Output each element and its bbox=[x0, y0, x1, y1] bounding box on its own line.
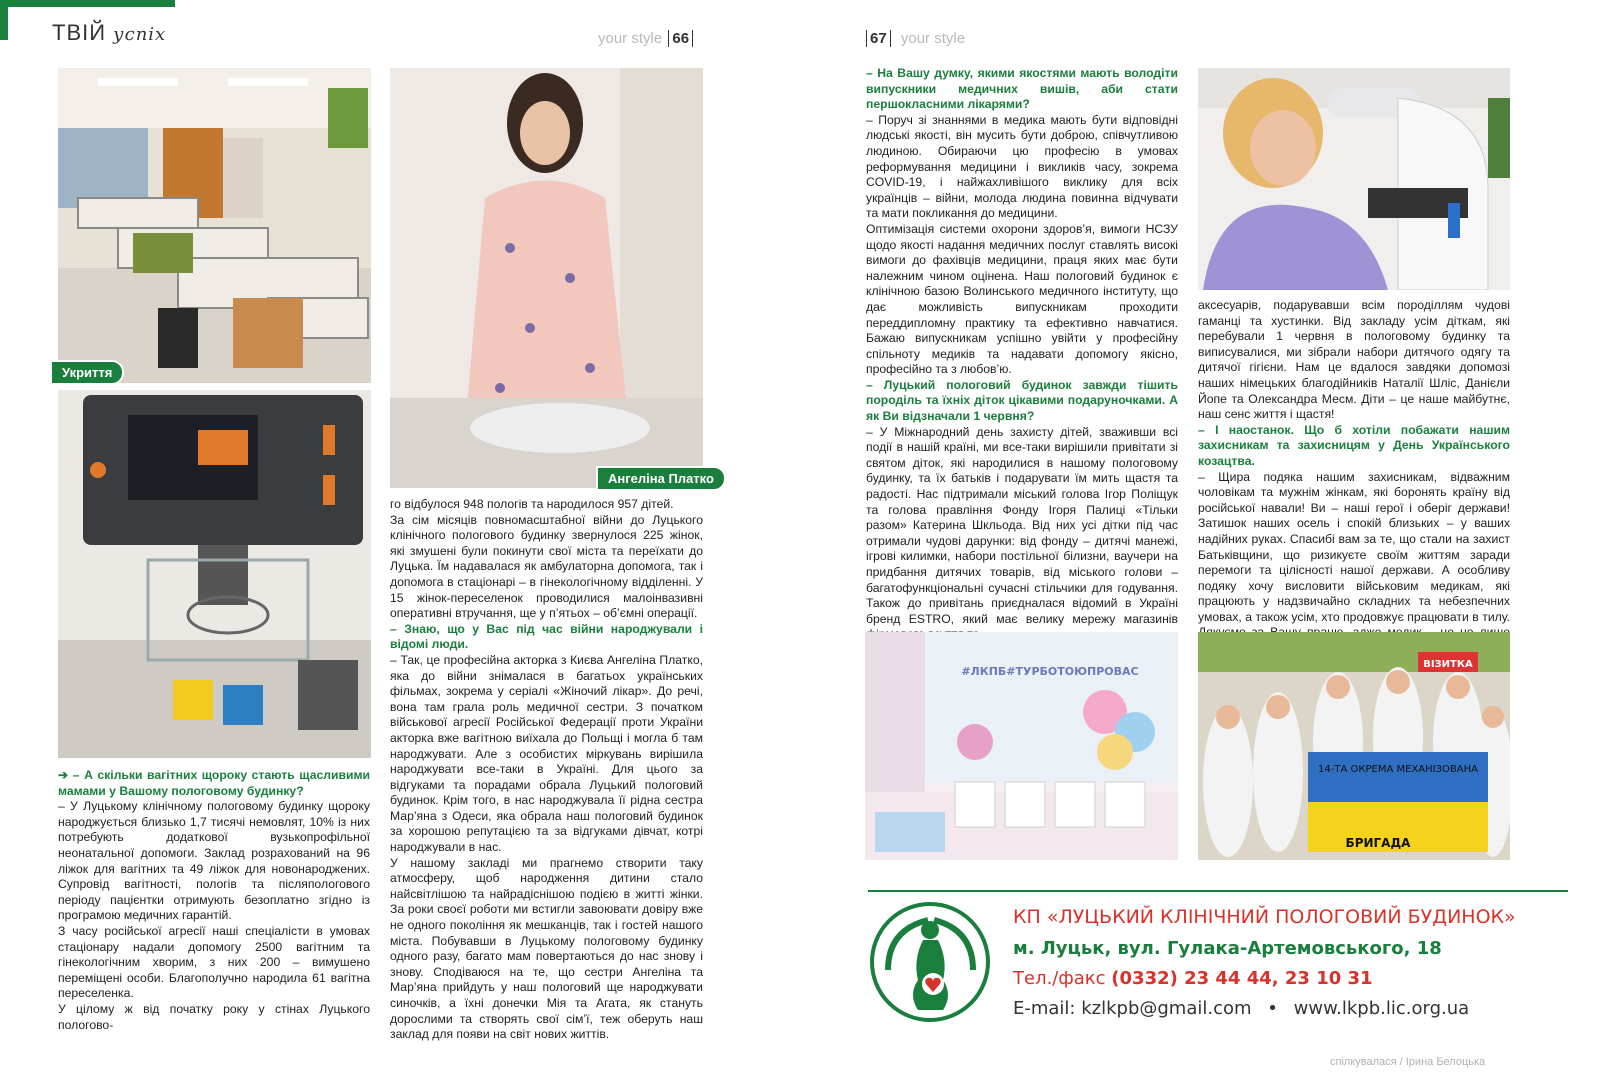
sign-text: ВІЗИТКА bbox=[1423, 659, 1473, 670]
paragraph: – Так, це професійна акторка з Києва Ангеліна Платко, яка до війни знімалася в багатьох українських фільмах, зокрема у серіалі «Жіночий лікар». До речі, вона там грала роль медичної сестри. З початком військової агресії Російської Федерації проти України акторка вже вагітною виїхала до Польщі і могла б там народжувати. Але з особистих міркувань вирішила народжувати все-таки в Україні. Для цього за відгуками та порадами обрала Луцький пологовий будинок. Крім того, в нас народжувала її рідна сестра Мар’яна з Одеси, яка обрала наш пологовий будинок за хорошою репутацією та за відгуками дівчат, котрі народжували в нас. bbox=[390, 652, 703, 855]
paragraph: – У Луцькому клінічному пологовому будинку щороку народжується близько 1,7 тисячі немовлят, 10% із них потребують додаткової вузькопрофільної неонатальної допомоги. Заклад розрахований на 96 ліжок для вагітних та 49 ліжок для новонароджених. Супровід вагітності, пологів та післяпологового періоду пацієнтки отримують безоплатно згідно із програмою медичних гарантій. bbox=[58, 799, 370, 923]
right-running-head bbox=[866, 30, 965, 47]
right-page-number: 67 bbox=[866, 30, 891, 47]
separator-dot: • bbox=[1267, 998, 1278, 1019]
paragraph: – Поруч зі знаннями в медика мають бути відповідні людські якості, він мусить бути доброю, співчутливою людиною. Обираючи цю професію в умовах реформування медицини і викликів часу, зокрема COVID-19, і найжахливішого виклику для всіх українців – війни, молода людина повинна відчувати та мати покликання до медицини. bbox=[866, 112, 1178, 221]
ward-caption: Укриття bbox=[50, 360, 124, 385]
paragraph: Оптимізація системи охорони здоров’я, вимоги НСЗУ щодо якості надання медичних послуг ставлять високі вимоги до фахівців медицини, праця яких має бути належним чином оцінена. Наш пологовий будинок є клінічною базою Волинського медичного інституту, що дає можливість випускникам проходити переддипломну практику та ефективно навчатися. Бажаю випускникам успішно увійти у професійну спільноту медиків та надавати допомогу якісно, професійно та з любов’ю. bbox=[866, 221, 1178, 377]
question-graduates: – На Вашу думку, якими якостями мають володіти випускники медичних вишів, аби стати першокласними лікарями? bbox=[866, 66, 1178, 112]
banner-text: #ЛКПБ#ТУРБОТОЮПРОВАС bbox=[961, 665, 1139, 678]
arrow-right-icon: ➔ bbox=[58, 768, 73, 782]
actress-caption: Ангеліна Платко bbox=[596, 466, 726, 491]
left-running-head bbox=[598, 30, 693, 47]
column-1 bbox=[58, 768, 370, 1033]
contacts bbox=[1013, 998, 1469, 1019]
phone-number: (0332) 23 44 44, 23 10 31 bbox=[1111, 968, 1373, 989]
staff-flag-photo bbox=[1198, 632, 1510, 860]
paragraph: У цілому ж від початку року у стінах Луцького пологово- bbox=[58, 1001, 370, 1032]
hospital-logo bbox=[868, 900, 993, 1025]
column-4 bbox=[1198, 298, 1510, 657]
brand-script: успіх bbox=[113, 24, 167, 45]
address: м. Луцьк, вул. Гулака-Артемовського, 18 bbox=[1013, 938, 1442, 959]
right-style-label: your style bbox=[900, 30, 966, 47]
nursery-photo bbox=[865, 632, 1178, 860]
paragraph: У нашому закладі ми прагнемо створити таку атмосферу, щоб народження дитини стало найсвітлішою та найрадіснішою подією в житті жінки. За роки своєї роботи ми встигли завоювати довіру вже не одного покоління як мешканців, так і гостей нашого міста. Побувавши в Луцькому пологовому будинку одного разу, багато мам повертаються до нас знову і знову. Сподіваюся на те, що сестри Ангеліна та Мар’яна прийдуть у наш пологовий ще народжувати синочків, а їхні донечки Мія та Агата, як стануть дорослими та створять свої сім’ї, теж оберуть наш заклад для появи на світ нових життів. bbox=[390, 855, 703, 1042]
column-2 bbox=[390, 497, 703, 1043]
website[interactable]: www.lkpb.lic.org.ua bbox=[1293, 998, 1470, 1019]
phone-label: Тел./факс bbox=[1013, 968, 1106, 989]
flag-bottom-text: БРИГАДА bbox=[1345, 836, 1411, 850]
question-births-text: – А скільки вагітних щороку стають щасливими мамами у Вашому пологовому будинку? bbox=[58, 768, 370, 798]
left-style-label: your style bbox=[598, 30, 663, 47]
device-photo bbox=[58, 390, 371, 758]
phone bbox=[1013, 968, 1373, 989]
question-defenders: – І наостанок. Що б хотіли побажати нашим захисникам та захисницям у День Українського козацтва. bbox=[1198, 422, 1510, 468]
column-3 bbox=[866, 66, 1178, 643]
email[interactable]: E-mail: kzlkpb@gmail.com bbox=[1013, 998, 1252, 1019]
left-page-number: 66 bbox=[668, 30, 693, 47]
brand-title: ТВІЙ bbox=[52, 20, 107, 45]
paragraph: го відбулося 948 пологів та народилося 957 дітей. bbox=[390, 497, 674, 511]
paragraph: – У Міжнародний день захисту дітей, зваживши всі події в нашій країні, ми все-таки вирішили привітати зі святом діток, які народилися в нашому пологовому будинку, та їх батьків і подарувати їм мить щастя та радості. Нас підтримали міський голова Ігор Поліщук та голова правління Фонду Ігоря Палиці «Тільки разом» Катерина Шкльода. Від них усі дітки під час отримали чудові дарунки: від фонду – дитячі манежі, ігрові килимки, набори постільної білизни, ваучери на придбання дитячих товарів, від міського голови – багатофункціональні сучасні стільчики для годування. Також до привітань приєдналася відомий в Україні бренд ESTRO, який має велику мережу магазинів bbox=[866, 424, 1178, 626]
ward-photo bbox=[58, 68, 371, 383]
flag-top-text: 14-ТА ОКРЕМА МЕХАНІЗОВАНА bbox=[1318, 764, 1478, 775]
corner-bar bbox=[0, 0, 175, 7]
organization-name: КП «ЛУЦЬКИЙ КЛІНІЧНИЙ ПОЛОГОВИЙ БУДИНОК» bbox=[1013, 906, 1516, 928]
author-credit: спілкувалася / Ірина Белоцька bbox=[1330, 1056, 1486, 1068]
magazine-brand bbox=[52, 20, 166, 46]
paragraph: – Щира подяка нашим захисникам, відважним чоловікам та мужнім жінкам, які боронять країну від російської навали! Ви – наші герої і оберіг держави! Затишок наших осель і спокій близьких – у ваших надійних руках. Спасибі вам за те, що стали на захист Батьківщини, що ризикуєте своїм життям заради перемоги та цілісності нашої держави. А особливу подяку хочу висловити військовим медикам, які працюють у надзвичайно складних та небезпечних умовах, а також усім, хто продовжує працювати в тилу. bbox=[1198, 469, 1510, 624]
question-births bbox=[58, 768, 370, 799]
actress-photo bbox=[390, 68, 703, 488]
paragraph: З часу російської агресії наші спеціалісти в умовах стаціонару надали допомогу 2500 вагітним та гінекологічним хворим, з них 200 – вимушено переміщені особи. Благополучно народила 61 вагітна переселенка. bbox=[58, 923, 370, 1001]
footer-divider bbox=[868, 890, 1568, 892]
paragraph: За сім місяців повномасштабної війни до Луцького клінічного пологового будинку звернулося 225 жінок, які змушені були покинути свої міста та переїхати до Луцька. Їм надавалася як амбулаторна допомога, так і допомога в стаціонарі – в гінекологічному відділенні. У 15 жінок-переселенок проводилися малоінвазивні оперативні втручання, ще у п’ятьох – об’ємні операції. bbox=[390, 512, 703, 621]
question-famous: – Знаю, що у Вас під час війни народжували і відомі люди. bbox=[390, 621, 703, 652]
microscope-photo bbox=[1198, 68, 1510, 290]
question-gifts: – Луцький пологовий будинок завжди тішить породіль та їхніх діток цікавими подаруночками. А як Ви відзначали 1 червня? bbox=[866, 377, 1178, 424]
corner-bar-vertical bbox=[0, 0, 8, 40]
paragraph: аксесуарів, подарувавши всім породіллям чудові гаманці та хустинки. Від закладу усім діткам, які перебували 1 червня в пологовому будинку та виписувалися, ми зібрали набори дитячого одягу та дитячої гігієни. Нам це вдалося завдяки допомозі наших німецьких благодійників Наталії Шліс, Данієли Йопе та Олександра Месм. Діти – це наше майбутнє, наш сенс життя і щастя! bbox=[1198, 298, 1510, 422]
